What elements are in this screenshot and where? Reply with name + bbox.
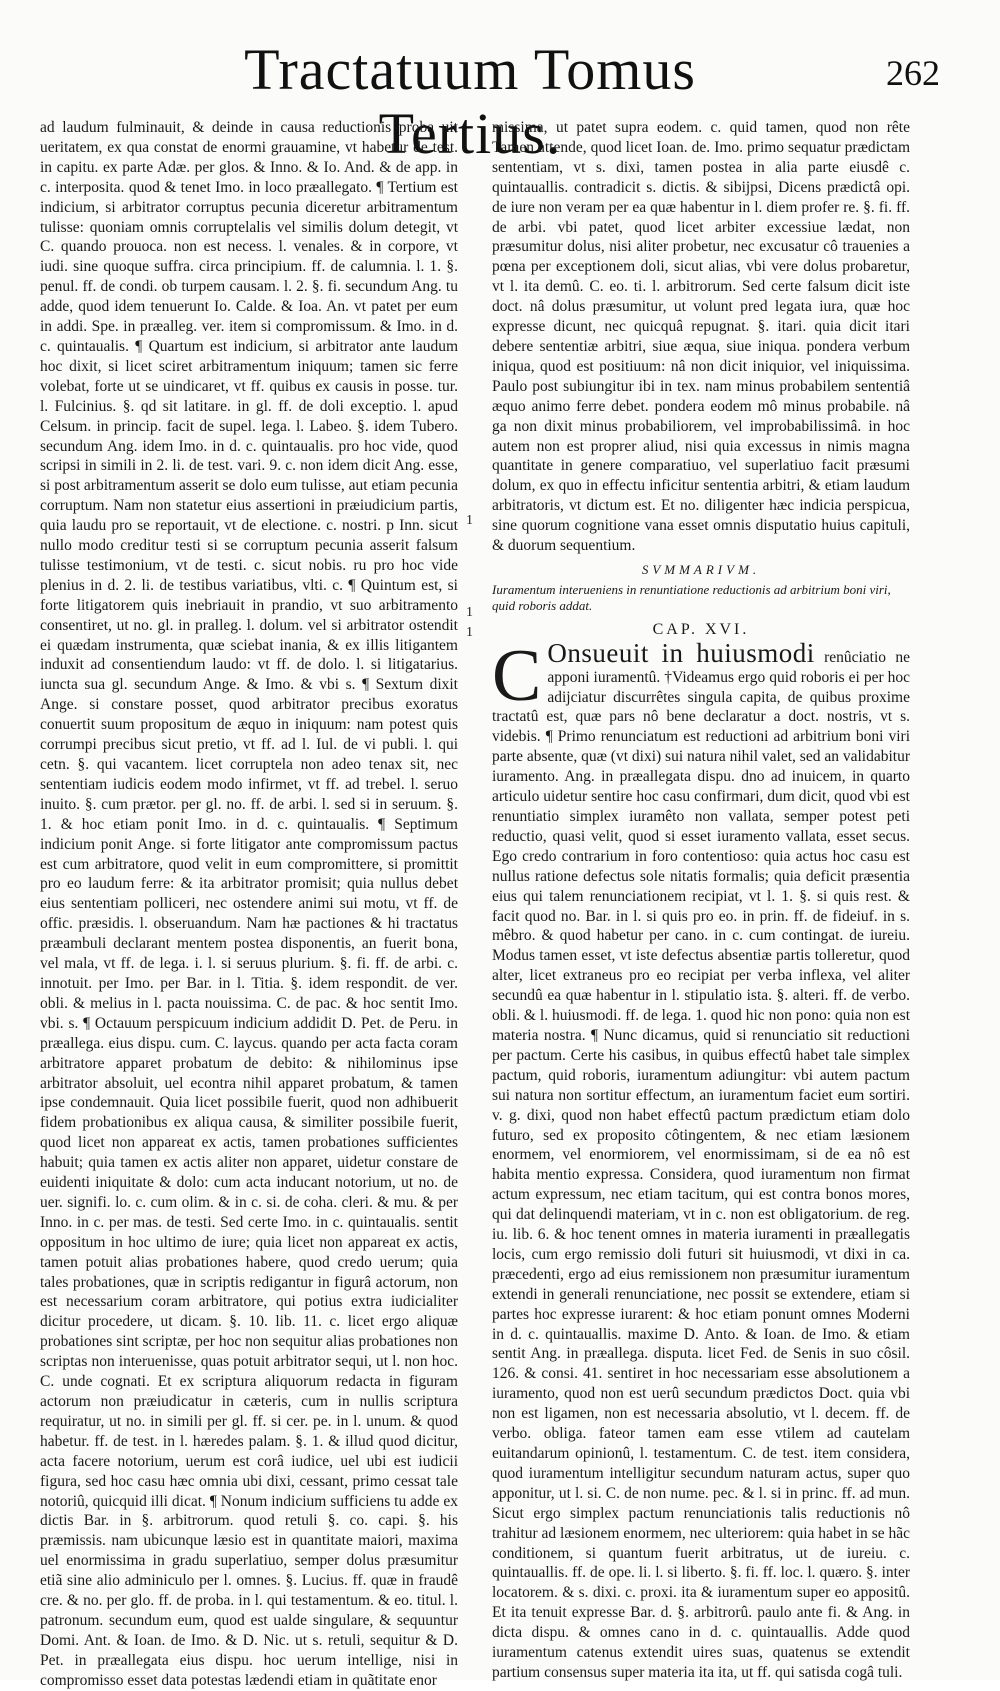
left-column-text: ad laudum fulminauit, & deinde in causa reductionis proba uit ueritatem, ex qua constat de enormi grauamine, vt habetur de test. in capitu. ex parte Adæ. per glos. & Inno. & Io. And. & de app. in c. interposita. quod & tenet Imo. in loco præallegato. ¶ Tertium est indicium, si arbitrator corruptus pecunia diceretur arbitramentum tulisse: quoniam omnis corruptelalis vel similis dolum detegit, vt C. quando prouoca. non est necess. l. venales. & in corpore, vt iudi. sine quoque suffra. circa principium. ff. de calumnia. l. 1. §. penul. ff. de condi. ob turpem causam. l. 2. §. fi. secundum Ang. tu adde, quod idem tenuerunt Io. Calde. & Ioa. An. vt patet per eum in addi. Spe. in præalleg. ver. item si compromissum. & Imo. in d. c. quintaualis. ¶ Quartum est indicium, si arbitrator ante laudum hoc dixit, si licet sciret arbitramentum iniquum; tamen sic ferre volebat, forte ut se uindicaret, vt ff. quibus ex causis in posse. tur. l. Fulcinius. §. qd sit latitare. in gl. ff. de doli exceptio. l. apud Celsum. in princip. facit de supel. lega. l. Labeo. §. idem Tubero. secundum Ang. idem Imo. in d. c. quintaualis. pro hoc vide, quod scripsi in simili in 2. li. de test. vari. 9. c. non idem dicit Ang. esse, si post arbitramentum asserit se dolo eum tulisse, aut etiam pecunia corruptum. Nam non statetur eius assertioni in præiudicium partis, quia laudu pro se reportauit, vt de electione. c. nostri. p Inn. sicut nullo modo creditur testi si se corruptum pecunia asserit falsum tulisse testimonium, vt de testi. c. sicut nobis. ru pro hoc vide plenius in d. 2. li. de testibus variatibus, vlti. c. ¶ Quintum est, si forte litigatorem quis inebriauit in prandio, vt suo arbitramento consentiret, ut no. gl. in pralleg. l. dolum. vel si arbitrator ostendit ei quædam instrumenta, quæ sciebat inania, & ex illis litigantem induxit ad consentiendum laudo: vt ff. de dolo. l. si litigatarius. iuncta sua gl. secundum Ange. & Imo. & vbi s. ¶ Sextum dixit Ange. si constare posset, quod arbitrator precibus exoratus conuertit suum propositum de æquo in iniquum: nam potest quis corrumpi precibus sicut pretio, vt ff. ad l. Iul. de vi publi. l. qui cetn. §. qui vacantem. licet corruptela non adeo tenax sit, nec sententiam iudicis eodem modo infirmet, vt ff. ad trebel. l. seruo inuito. §. cum prætor. per gl. no. ff. de arbi. l. sed si in seruum. §. 1. & hoc etiam ponit Imo. in d. c. quintaualis. ¶ Septimum indicium ponit Ange. si forte litigator ante compromissum pactus est cum arbitratore, quod velit in eum compromittere, si promittit pro eo laudum ferre: & ita arbitrator promisit; quia nullus debet eius sententiam polliceri, nec ostendere animi sui motu, vt ff. de offic. præsidis. l. obseruandum. Nam hæ pactiones & hi tractatus præambuli declarant mentem postea disponentis, an fuerit bona, vel mala, vt ff. de lega. i. l. si seruus plurium. §. fi. ff. de arbi. c. innotuit. per Imo. per Bar. in l. Titia. §. idem respondit. de ver. obli. & melius in l. pacta nouissima. C. de pac. & hoc sentit Imo. vbi. s. ¶ Octauum perspicuum indicium addidit D. Pet. de Peru. in præallega. eius dispu. cum. C. laycus. quando per acta facta coram arbitratore apparet probatum de debito: & nihilominus ipse arbitrator absoluit, uel econtra nihil apparet probatum, & tamen ipse condemnauit. Quia licet possibile fuerit, quod non adhibuerit fidem probationibus ex aliqua causa, & similiter possibile fuerit, quod licet non appareat ex actis, tamen probationes sufficientes habuit; quia tamen ex actis aliter non apparet, uidetur constare de euidenti iniquitate & dolo: cum acta inducant notorium, ut no. de uer. signifi. lo. c. cum olim. & in c. si. de coha. cleri. & mu. & per Inno. in c. per mas. de testi. Sed certe Imo. in c. quintaualis. sentit oppositum in hoc ultimo de iure; quia licet non appareat ex actis, tamen potuit alias probationes habere, quod credo uerum; quia tales probationes, quæ in scriptis redigantur in figurâ actorum, non est necessarium coram arbitratore, qui potius extra iudicialiter dicitur procedere, ut dicam. §. 10. lib. 11. c. licet ergo aliquæ probationes sint scriptæ, per hoc non sequitur alias probationes non scriptas non interuenisse, quas potuit arbitrator sequi, ut l. non hoc. C. unde cognati. Et ex scriptura aliquorum redacta in figuram actorum non præiudicatur in cæteris, cum in nullis scriptura requiratur, ut no. in simili per gl. ff. si cer. pe. in l. unum. & quod habetur. ff. de test. in l. hæredes palam. §. 1. & illud quod dicitur, acta facere notorium, uerum est corâ iudice, uel ubi est iudicii figura, sed hoc casu hæc omnia ubi dixi, cessant, primo cessat tale notoriû, quicquid illi dicat. ¶ Nonum indicium sufficiens tu adde ex dictis Bar. in §. arbitrorum. quod retuli §. co. capi. §. his præmissis. nam ubicunque læsio est in quantitate maiori, maxima uel enormissima in gradu superlatiuo, semper dolus præsumitur etiã sine alio adminiculo per l. omnes. §. Lucius. ff. quæ in fraudê cre. & no. per glo. ff. de proba. in l. qui testamentum. & eo. titul. l. patronum. secundum eum, quod est ualde singulare, & sequuntur Domi. Ant. & Ioan. de Imo. & D. Nic. ut s. retuli, sequitur & D. Pet. in præallegata eius dispu. hoc uerum intellige, nisi in compromisso esset data potestas lædendi etiam in quãtitate enor	[40, 119, 458, 1689]
margin-mark: 1	[466, 605, 473, 620]
margin-mark: 1	[466, 513, 473, 528]
summary-text: Iuramentum interueniens in renuntiatione reductionis ad arbitrium boni viri, quid roboris addat.	[492, 581, 891, 613]
folio-number: 262	[886, 53, 940, 93]
drop-cap-initial: C	[492, 634, 542, 717]
summary-heading: SVMMARIVM.	[641, 561, 761, 577]
chapter-body	[492, 634, 910, 1683]
left-column	[40, 118, 458, 1691]
chapter-title: CAP. XVI.	[652, 620, 750, 638]
right-column-text-top: missima, ut patet supra eodem. c. quid tamen, quod non rête Tamen attende, quod licet Ioan. de. Imo. primo sequatur prædictam sententiam, vt s. dixi, tamen postea in alia parte eiusdê c. quintauallis. contradicit s. dictis. & sibijpsi, Dicens prædictâ opi. de iure non veram per ea quæ habentur in l. diem profer re. §. fi. ff. de arbi. vbi patet, quod licet arbiter excessiue lædat, non præsumitur dolus, nisi aliter probetur, nec excusatur cô trauenies a pœna per exceptionem doli, sicut alias, vbi vere dolus probaretur, vt l. ita demû. C. eo. ti. l. arbitrorum. Sed certe falsum dicit iste doct. nâ dolus præsumitur, ut volunt pred legata iura, quæ hoc expresse dicunt, nec quicquâ repugnat. §. itari. quia dicit itari debere sententiæ arbitri, siue æqua, siue iniqua. pondera verbum iniqua, quod est positiuum: nâ non dicit iniquior, vel iniquissima. Paulo post subiungitur ibi in tex. nam minus probabilem sententiâ æquo animo ferre debet. pondera eodem mô minus probabile. nâ ga non dixit minus probabiliorem, vel improbabilissimâ. in hoc autem non est proprer aliud, nisi quia excessus in nimis magna quantitate in genere comparatiuo, vel superlatiuo facit præsumi dolum, ex quo in effectu inficitur sententia arbitri, & etiam laudum arbitratoris, vt dictum est. Et no. diligenter hæc indicia perspicua, sine quorum cognitione vana esset omnis disputatio huius capituli, & duorum sequentium.	[492, 119, 910, 555]
running-head-title: Tractatuum Tomus Tertius.	[244, 37, 696, 166]
chapter-opening-words: Onsueuit in huiusmodi	[547, 637, 815, 668]
margin-mark: 1	[466, 625, 473, 640]
chapter-body-text: renûciatio ne apponi iuramentû. †Videamus ergo quid roboris ei per hoc adijciatur discurrêtes singula capita, de quibus proxime tractatû est, quæ pars nô bene declaratur a doct. nostris, vt s. videbis. ¶ Primo renunciatum est reductioni ad arbitrium boni viri parte absente, quæ (vt dixi) sui natura nihil valet, sed an validabitur iuramento. Ang. in præallegata dispu. dno ad inuicem, in quarto articulo uidetur sentire hoc casu confirmari, dum dicit, quod vbi est renuntiatio simplex iuramêto non vallata, semper potest peti reductio, quasi velit, quod si esset iuramento vallata, esset secus. Ego credo contrarium in foro contentioso: quia actus hoc casu est nullus ratione defectus sole nitatis formalis; quia deficit præsentia eius qui talem renunciationem recipiat, vt l. 1. §. si quis rest. & facit quod no. Bar. in l. si quis pro eo. in prin. ff. de fideiuf. in s. mêbro. & quod habetur per cano. in c. cum contingat. de iureiu. Modus tamen esset, vt iste defectus absentiæ partis tolleretur, quod alter, licet extraneus pro eo recipiat per verba inflexa, vel aliter secundû ea quæ habentur in l. stipulatio ista. §. alteri. ff. de verbo. obli. & l. huiusmodi. ff. de lega. 1. quod hic non pono: quia non est materia nostra. ¶ Nunc dicamus, quid si renunciatio sit reductioni per pactum. Certe his casibus, in quibus effectû habet tale simplex pactum, quid roboris, iuramentum adiungitur: vbi autem pactum sui natura non sortitur effectum, an iuramentum faciet eum sortiri. v. g. dixi, quod non habet effectû pactum prædictum etiam dolo futuro, sed ex proposito côtingentem, & nec etiam læsionem enormem, vel enormiorem, vel enormissimam, si de ea nô est habita mentio expressa. Considera, quod iuramentum non firmat actum expressum, nec etiam tacitum, qui est contra bonos mores, qui dat delinquendi materiam, vt in c. non est obligatorium. de reg. iu. lib. 6. & hoc tenent omnes in materia iuramenti in præallegatis locis, cum ergo remissio doli futuri sit huiusmodi, vt dixi in ca. præcedenti, ergo ad eius remissionem non præsumitur iuramentum extendi in generali renunciatione, nec possit se extendere, etiam si partes hoc expresse iurarent: & hoc etiam ponunt omnes Moderni in d. c. quintauallis. maxime D. Anto. & Ioan. de Imo. & etiam sentit Ang. in præallega. disputa. licet Fed. de Senis in suo côsil. 126. & consi. 41. sentiret in hoc necessariam esse absolutionem a iuramento, quod non est uerû secundum prædictos Doct. quia vbi non est ligamen, non est necessaria absolutio, vt l. decem. ff. de verbo. obliga. fateor tamen eam esse vtilem ad cautelam euitandarum opinionû, l. testamentum. C. de test. item considera, quod iuramentum intelligitur secundum naturam actus, super quo apponitur, ut l. si. C. de non nume. pec. & l. si in princ. ff. ad mun. Sicut ergo simplex pactum renunciationis talis reductionis nô trahitur ad læsionem enormem, nec ulteriorem: quia habet in se hãc conditionem, si quantum fuerit arbitratus, ut de iureiu. c. quintauallis. ff. de ope. li. l. si liberto. §. fi. ff. loc. l. quæro. §. inter locatorem. & s. dixi. c. proxi. ita & iuramentum super eo appositû. Et ita tenuit expresse Bar. d. §. arbitrorû. paulo ante fi. & Ang. in dicta dispu. & omnes cano in d. c. quintauallis. Adde quod iuramentum catenus extendit uires suas, quatenus se extendit partium consensus super materia ita ita, ut ff. qui satisda cogâ tuli.	[492, 648, 910, 1681]
right-column	[492, 118, 910, 1683]
